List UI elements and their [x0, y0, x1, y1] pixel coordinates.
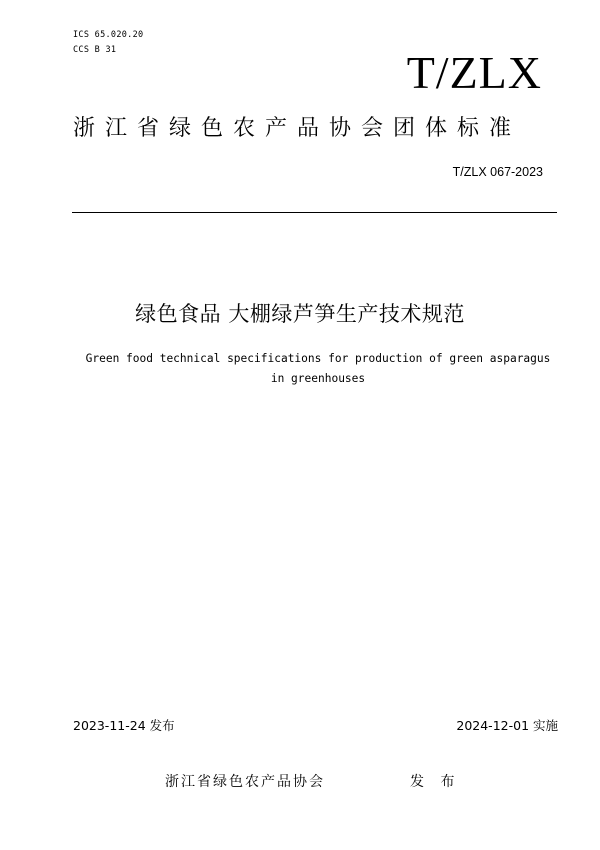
document-title-chinese: 绿色食品 大棚绿芦笋生产技术规范 — [135, 302, 465, 326]
issue-date: 2023-11-24 发布 — [73, 718, 175, 733]
ics-code: ICS 65.020.20 — [73, 30, 144, 40]
standard-number: T/ZLX 067-2023 — [452, 165, 543, 179]
association-standard-title: 浙江省绿色农产品协会团体标准 — [73, 116, 522, 141]
implementation-date: 2024-12-01 实施 — [456, 718, 558, 733]
ccs-code: CCS B 31 — [73, 45, 117, 55]
publish-label: 发 布 — [410, 774, 461, 790]
standard-logo: T/ZLX — [406, 47, 542, 98]
english-title-line-2: in greenhouses — [270, 372, 366, 385]
english-title-line-1: Green food technical specifications for production of green asparagus — [85, 352, 551, 365]
publisher-name: 浙江省绿色农产品协会 — [165, 774, 325, 790]
document-title-english — [50, 349, 586, 389]
header-divider — [72, 212, 557, 213]
